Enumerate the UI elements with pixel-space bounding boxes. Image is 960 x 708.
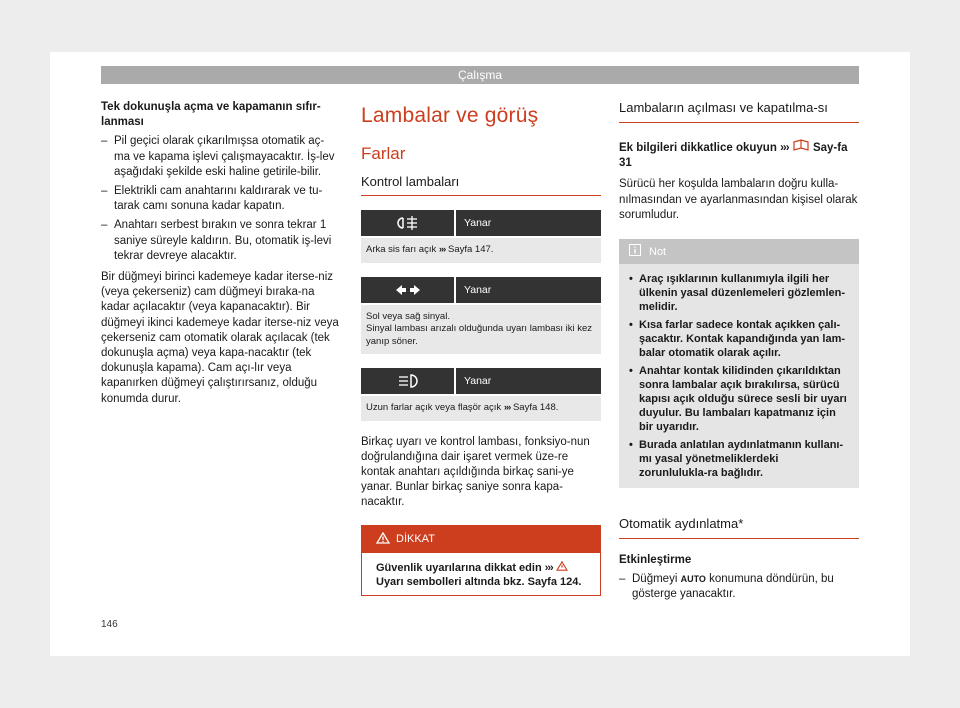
subsection-title: Kontrol lambaları	[361, 174, 601, 196]
subsection-label: Etkinleştirme	[619, 554, 692, 567]
section-heading: Otomatik aydınlatma*	[619, 516, 859, 539]
lamp-row	[361, 368, 601, 394]
lamp-state: Yanar	[456, 277, 601, 303]
note-item: • Burada anlatılan aydınlatmanın kullanı-mı yasal yönetmeliklerdeki zorunlulukla-ra bağlıdır.	[629, 439, 844, 480]
chapter-header: Çalışma	[101, 66, 859, 84]
note-item: • Kısa farlar sadece kontak açıkken çalı-şacaktır. Kontak kapandığında yan lam-balar otomatik olarak açılır.	[629, 319, 846, 360]
warning-box	[361, 525, 601, 596]
note-item: • Araç ışıklarının kullanımıyla ilgili her ülkenin yasal düzenlemeleri gözlemlen-melidir.	[629, 273, 846, 314]
book-icon	[792, 142, 810, 154]
chapter-title: Lambalar ve görüş	[361, 104, 539, 127]
warning-body: Güvenlik uyarılarına dikkat edin ››› Uyarı sembolleri altında bkz. Sayfa 124.	[376, 561, 582, 588]
warning-small-icon	[556, 562, 568, 574]
body-paragraph: Bir düğmeyi birinci kademeye kadar iterse-niz (veya çekerseniz) cam düğmeyi bıraka-na kadar açılacaktır (veya kapanacaktır). Bir düğmeyi ikinci kademeye kadar iterse-niz veya çekerseniz cam otomatik olarak açılacak (tek dokunuşla açma) veya kapa-nacaktır (tek dokunuşla kapama). Cam açı-lır veya kapanırken düğmeyi çalıştırırsanız, olduğu konumda durur.	[101, 271, 339, 405]
section-heading: Lambaların açılması ve kapatılma-sı	[619, 100, 859, 123]
lamp-row	[361, 277, 601, 303]
note-label: Not	[649, 245, 667, 258]
column-middle	[361, 100, 601, 596]
section-title: Farlar	[361, 144, 406, 163]
list-item: – Düğmeyi AUTO konumuna döndürün, bu gösterge yanacaktır.	[619, 573, 834, 601]
lamp-state: Yanar	[456, 210, 601, 236]
lamp-description: Sol veya sağ sinyal. Sinyal lambası arızalı olduğunda uyarı lambası iki kez yanıp söner.	[361, 305, 601, 355]
warning-triangle-icon	[376, 532, 390, 547]
turn-signal-icon	[361, 277, 454, 303]
lamp-description: Arka sis farı açık ››› Sayfa 147.	[361, 238, 601, 263]
page-number: 146	[101, 619, 118, 630]
note-body	[619, 264, 859, 488]
column-left	[101, 100, 339, 407]
body-paragraph: Birkaç uyarı ve kontrol lambası, fonksiyo-nun doğrulandığına dair işaret vermek üze-re kontak anahtarı açıldığında birkaç sani-ye yanar. Bunlar birkaç saniye sonra kapa-nacaktır.	[361, 435, 590, 509]
lamp-row	[361, 210, 601, 236]
reference-line: Ek bilgileri dikkatlice okuyun ››› Say-fa 31	[619, 142, 848, 170]
lamp-description: Uzun farlar açık veya flaşör açık ››› Sayfa 148.	[361, 396, 601, 421]
rear-fog-lamp-icon	[361, 210, 454, 236]
list-item: – Anahtarı serbest bırakın ve sonra tekrar 1 saniye süreyle kaldırın. Bu, otomatik iş-levi tekrar devreye alacaktır.	[101, 219, 332, 262]
column-right	[619, 100, 859, 603]
warning-header	[362, 526, 600, 553]
note-header	[619, 239, 859, 264]
high-beam-icon	[361, 368, 454, 394]
list-item: – Elektrikli cam anahtarını kaldırarak ve tu-tarak camı sonuna kadar kapatın.	[101, 185, 323, 213]
body-paragraph: Sürücü her koşulda lambaların doğru kulla-nılmasından ve ayarlanmasından kişisel olarak sorumludur.	[619, 178, 858, 221]
auto-symbol: AUTO	[680, 574, 706, 585]
list-item: – Pil geçici olarak çıkarılmışsa otomatik aç-ma ve kapama işlevi çalışmayacaktır. İş-lev aşağıdaki şekilde eski haline getirile-bilir.	[101, 135, 335, 178]
note-item: • Anahtar kontak kilidinden çıkarıldıktan sonra lambalar açık bırakılırsa, sürücü kapısı açık olduğu sürece sesli bir uyarı duyulur. Bu lambaları kapatmanız için bir uyarıdır.	[629, 365, 847, 434]
info-icon	[629, 244, 641, 259]
reset-heading: Tek dokunuşla açma ve kapamanın sıfır-lanması	[101, 101, 321, 129]
warning-label: DİKKAT	[396, 533, 435, 546]
lamp-state: Yanar	[456, 368, 601, 394]
note-box	[619, 239, 859, 488]
